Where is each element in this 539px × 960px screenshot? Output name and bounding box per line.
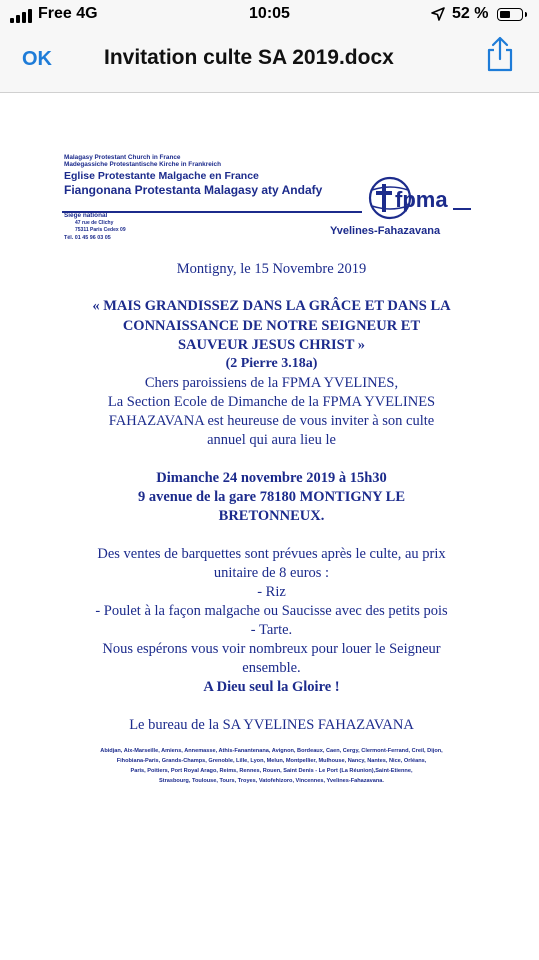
verse-line: CONNAISSANCE DE NOTRE SEIGNEUR ET (122, 318, 421, 334)
closing-line: Nous espérons vous voir nombreux pour louer le Seigneur (102, 641, 441, 657)
event-date: Dimanche 24 novembre 2019 à 15h30 (156, 470, 387, 486)
footer-line: Fihobiana-Paris, Grands-Champs, Grenoble, Lille, Lyon, Melun, Montpellier, Mulhouse, Nancy, Nantes, Nice, Orléans, (116, 758, 427, 764)
menu-item: - Riz (257, 584, 286, 600)
document-title: Invitation culte SA 2019.docx (104, 46, 394, 69)
body-line: annuel qui aura lieu le (207, 432, 336, 448)
logo-text: fpma (395, 187, 448, 212)
address-line: 75311 Paris Cedex 09 (75, 227, 126, 233)
verse-line: SAUVEUR JESUS CHRIST » (177, 337, 366, 353)
region-label: Yvelines-Fahazavana (330, 225, 441, 237)
motto: A Dieu seul la Gloire ! (203, 679, 340, 695)
phone-line: Tél. 01 45 96 03 05 (64, 235, 111, 241)
siege-label: Siège national (64, 212, 108, 219)
event-address: BRETONNEUX. (218, 508, 325, 524)
body-line: Chers paroissiens de la FPMA YVELINES, (144, 375, 399, 391)
footer-line: Abidjan, Aix-Marseille, Amiens, Annemasse, Athis-Fanantenana, Avignon, Bordeaux, Caen, Cergy, Clermont-Ferrand, Creil, Dijon, (100, 748, 443, 754)
location-arrow-icon (431, 7, 445, 21)
sales-line: Des ventes de barquettes sont prévues après le culte, au prix (97, 546, 446, 562)
battery-icon (497, 8, 523, 21)
sales-line: unitaire de 8 euros : (213, 565, 330, 581)
carrier-label: Free 4G (38, 5, 98, 22)
body-line: FAHAZAVANA est heureuse de vous inviter à son culte (108, 413, 435, 429)
signature: Le bureau de la SA YVELINES FAHAZAVANA (129, 717, 414, 733)
footer-places (58, 746, 485, 786)
document-page (48, 140, 495, 800)
letterhead-line: Eglise Protestante Malgache en France (64, 170, 259, 182)
share-icon[interactable] (484, 36, 516, 72)
navigation-bar (0, 30, 539, 93)
date-line: Montigny, le 15 Novembre 2019 (176, 261, 367, 277)
letterhead-line: Malagasy Protestant Church in France (64, 154, 181, 161)
footer-line: Paris, Poitiers, Port Royal Arago, Reims, Rennes, Rouen, Saint Denis - Le Port (La Réunion),Saint-Etienne, (130, 768, 413, 774)
closing-line: ensemble. (242, 660, 301, 676)
status-time: 10:05 (249, 5, 290, 22)
verse-line: « MAIS GRANDISSEZ DANS LA GRÂCE ET DANS LA (92, 298, 451, 314)
battery-percent: 52 % (452, 5, 489, 22)
event-address: 9 avenue de la gare 78180 MONTIGNY LE (137, 489, 406, 505)
letterhead-line: Fiangonana Protestanta Malagasy aty Andafy (64, 183, 323, 197)
ok-button[interactable]: OK (22, 48, 52, 70)
address-line: 47 rue de Clichy (75, 220, 114, 226)
status-bar (0, 0, 539, 30)
letterhead-line: Madegassiche Protestantische Kirche in Frankreich (64, 161, 221, 168)
verse-reference: (2 Pierre 3.18a) (225, 356, 318, 371)
menu-item: - Tarte. (250, 622, 293, 638)
footer-line: Strasbourg, Toulouse, Tours, Troyes, Vatofehizoro, Vincennes, Yvelines-Fahazavana. (159, 778, 384, 784)
menu-item: - Poulet à la façon malgache ou Saucisse avec des petits pois (95, 603, 448, 619)
body-line: La Section Ecole de Dimanche de la FPMA YVELINES (107, 394, 436, 410)
